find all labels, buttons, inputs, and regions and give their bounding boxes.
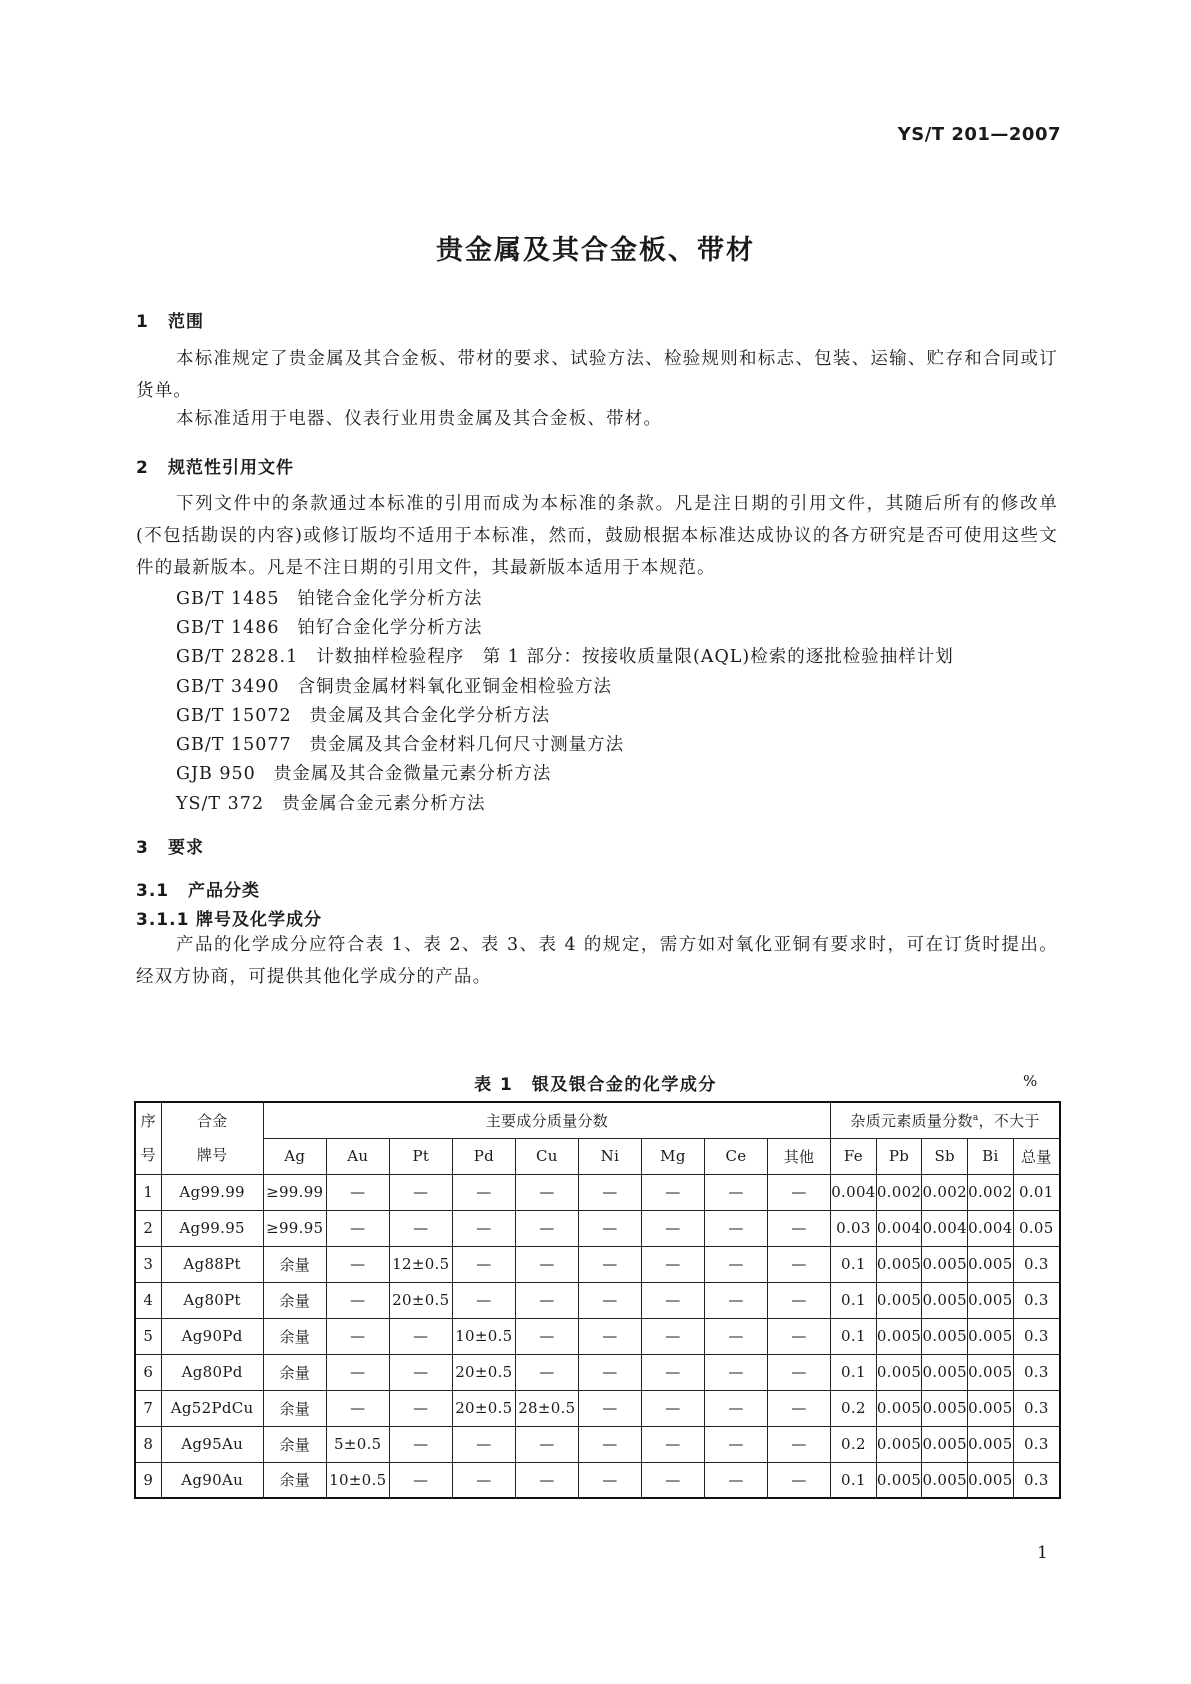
- table-row: [135, 1354, 1060, 1390]
- table-cell: 20±0.5: [452, 1390, 515, 1426]
- table-cell: 10±0.5: [452, 1318, 515, 1354]
- col-header: 总量: [1013, 1138, 1060, 1174]
- table-cell: 0.1: [831, 1354, 877, 1390]
- reference-title: 计数抽样检验程序 第 1 部分：按接收质量限(AQL)检索的逐批检验抽样计划: [316, 647, 954, 667]
- table-cell: —: [767, 1318, 830, 1354]
- table-cell: 28±0.5: [515, 1390, 578, 1426]
- table-cell: Ag99.99: [161, 1174, 263, 1210]
- table-cell: —: [389, 1318, 452, 1354]
- table-cell: —: [578, 1462, 641, 1498]
- header-alloy-line-1: 合金: [196, 1112, 228, 1131]
- table-cell: —: [578, 1210, 641, 1246]
- table-cell: —: [767, 1390, 830, 1426]
- table-cell: —: [641, 1462, 704, 1498]
- section-2-number: 2: [136, 458, 149, 478]
- table-cell: 5±0.5: [326, 1426, 389, 1462]
- standard-code: YS/T 201—2007: [897, 124, 1061, 145]
- table-cell: Ag80Pt: [161, 1282, 263, 1318]
- col-header: Au: [326, 1138, 389, 1174]
- table-cell: 0.002: [968, 1174, 1014, 1210]
- table-cell: —: [704, 1174, 767, 1210]
- section-1-heading: [136, 307, 204, 332]
- table-cell: 0.3: [1013, 1354, 1060, 1390]
- col-header: Sb: [922, 1138, 968, 1174]
- table-row: [135, 1246, 1060, 1282]
- table-cell: Ag90Au: [161, 1462, 263, 1498]
- table-row: [135, 1318, 1060, 1354]
- table-cell: —: [389, 1462, 452, 1498]
- table-cell: —: [704, 1462, 767, 1498]
- table-cell: —: [578, 1354, 641, 1390]
- table-cell: —: [389, 1354, 452, 1390]
- table-cell: Ag99.95: [161, 1210, 263, 1246]
- col-header: 其他: [767, 1138, 830, 1174]
- table-cell: —: [704, 1246, 767, 1282]
- col-header: Ce: [704, 1138, 767, 1174]
- table-cell: 0.005: [968, 1390, 1014, 1426]
- table-cell: —: [704, 1318, 767, 1354]
- table-cell: —: [578, 1426, 641, 1462]
- table-cell: 20±0.5: [389, 1282, 452, 1318]
- table-cell: 0.005: [968, 1282, 1014, 1318]
- table-cell: 0.005: [876, 1426, 922, 1462]
- col-header: Fe: [831, 1138, 877, 1174]
- table-cell: —: [641, 1174, 704, 1210]
- section-1-title: 范围: [168, 312, 204, 332]
- table-cell: 0.1: [831, 1282, 877, 1318]
- table-cell: 0.004: [922, 1210, 968, 1246]
- table-cell: 0.03: [831, 1210, 877, 1246]
- reference-title: 含铜贵金属材料氧化亚铜金相检验方法: [297, 677, 613, 697]
- table-cell: —: [515, 1210, 578, 1246]
- table-cell: —: [515, 1318, 578, 1354]
- table-cell: 0.005: [922, 1390, 968, 1426]
- section-3-1-number: 3.1: [136, 881, 170, 901]
- table-1-unit: %: [1023, 1072, 1038, 1090]
- col-header: Ag: [263, 1138, 326, 1174]
- col-header: Mg: [641, 1138, 704, 1174]
- table-cell: 余量: [263, 1426, 326, 1462]
- table-cell: 余量: [263, 1282, 326, 1318]
- section-1-paragraph-2: 本标准适用于电器、仪表行业用贵金属及其合金板、带材。: [176, 409, 663, 429]
- reference-code: GB/T 3490: [176, 677, 280, 697]
- table-cell: —: [389, 1210, 452, 1246]
- table-cell: 1: [135, 1174, 161, 1210]
- table-cell: —: [767, 1282, 830, 1318]
- table-cell: 0.005: [968, 1426, 1014, 1462]
- reference-item: [176, 643, 954, 668]
- table-cell: Ag95Au: [161, 1426, 263, 1462]
- table-cell: —: [452, 1426, 515, 1462]
- table-row: [135, 1426, 1060, 1462]
- header-seq-line-2: 号: [140, 1146, 156, 1165]
- reference-title: 贵金属及其合金化学分析方法: [309, 706, 551, 726]
- table-row: [135, 1390, 1060, 1426]
- table-cell: Ag88Pt: [161, 1246, 263, 1282]
- table-row: [135, 1462, 1060, 1498]
- table-cell: 0.3: [1013, 1462, 1060, 1498]
- table-cell: —: [515, 1246, 578, 1282]
- table-cell: 2: [135, 1210, 161, 1246]
- table-cell: —: [452, 1282, 515, 1318]
- table-cell: Ag80Pd: [161, 1354, 263, 1390]
- table-cell: 0.3: [1013, 1426, 1060, 1462]
- table-cell: —: [515, 1174, 578, 1210]
- table-cell: —: [767, 1462, 830, 1498]
- table-cell: 0.3: [1013, 1282, 1060, 1318]
- table-cell: —: [389, 1174, 452, 1210]
- table-row: [135, 1282, 1060, 1318]
- table-1-body: [135, 1174, 1060, 1498]
- table-cell: —: [641, 1390, 704, 1426]
- page-number: 1: [1037, 1543, 1048, 1563]
- reference-item: [176, 585, 483, 610]
- table-cell: Ag90Pd: [161, 1318, 263, 1354]
- table-cell: 9: [135, 1462, 161, 1498]
- header-impurities: [831, 1102, 1060, 1138]
- table-cell: —: [641, 1354, 704, 1390]
- table-cell: —: [704, 1282, 767, 1318]
- reference-title: 贵金属及其合金材料几何尺寸测量方法: [309, 735, 625, 755]
- table-cell: —: [515, 1354, 578, 1390]
- table-cell: —: [704, 1354, 767, 1390]
- table-cell: —: [767, 1174, 830, 1210]
- table-cell: 0.005: [922, 1318, 968, 1354]
- header-impurities-suffix: ，不大于: [978, 1111, 1040, 1130]
- table-cell: 余量: [263, 1390, 326, 1426]
- table-cell: —: [767, 1354, 830, 1390]
- table-cell: 0.005: [922, 1462, 968, 1498]
- table-cell: 0.004: [831, 1174, 877, 1210]
- table-cell: —: [767, 1426, 830, 1462]
- table-cell: 0.005: [968, 1246, 1014, 1282]
- table-cell: 7: [135, 1390, 161, 1426]
- reference-item: [176, 731, 624, 756]
- table-cell: 0.2: [831, 1426, 877, 1462]
- table-cell: —: [578, 1174, 641, 1210]
- section-3-1-title: 产品分类: [188, 881, 260, 901]
- table-cell: 0.005: [922, 1246, 968, 1282]
- header-seq: [135, 1102, 161, 1174]
- table-row: [135, 1174, 1060, 1210]
- table-cell: 0.002: [876, 1174, 922, 1210]
- table-cell: 0.005: [968, 1354, 1014, 1390]
- table-cell: —: [704, 1426, 767, 1462]
- reference-code: YS/T 372: [176, 794, 265, 814]
- table-cell: 3: [135, 1246, 161, 1282]
- table-cell: —: [578, 1318, 641, 1354]
- table-cell: 0.1: [831, 1318, 877, 1354]
- table-cell: 0.004: [876, 1210, 922, 1246]
- header-main-components: 主要成分质量分数: [263, 1102, 830, 1138]
- table-cell: —: [578, 1246, 641, 1282]
- table-cell: —: [641, 1426, 704, 1462]
- reference-title: 贵金属合金元素分析方法: [282, 794, 486, 814]
- table-cell: 8: [135, 1426, 161, 1462]
- table-cell: —: [326, 1282, 389, 1318]
- header-impurities-text: 杂质元素质量分数: [850, 1111, 973, 1130]
- document-title: 贵金属及其合金板、带材: [436, 235, 755, 266]
- table-cell: ≥99.95: [263, 1210, 326, 1246]
- table-cell: —: [389, 1390, 452, 1426]
- reference-item: [176, 614, 483, 639]
- reference-code: GJB 950: [176, 764, 256, 784]
- table-cell: 0.005: [922, 1354, 968, 1390]
- table-cell: 4: [135, 1282, 161, 1318]
- table-cell: —: [326, 1354, 389, 1390]
- table-cell: 0.005: [968, 1462, 1014, 1498]
- section-1-paragraph-1: 本标准规定了贵金属及其合金板、带材的要求、试验方法、检验规则和标志、包装、运输、贮存和合同或订货单。: [136, 349, 1058, 401]
- table-cell: 0.3: [1013, 1246, 1060, 1282]
- table-cell: Ag52PdCu: [161, 1390, 263, 1426]
- table-row: [135, 1210, 1060, 1246]
- table-cell: 12±0.5: [389, 1246, 452, 1282]
- table-cell: 0.005: [968, 1318, 1014, 1354]
- col-header: Ni: [578, 1138, 641, 1174]
- reference-item: [176, 790, 486, 815]
- col-header: Cu: [515, 1138, 578, 1174]
- section-3-title: 要求: [168, 838, 204, 858]
- table-cell: —: [515, 1462, 578, 1498]
- table-cell: 0.005: [922, 1426, 968, 1462]
- reference-item: [176, 760, 551, 785]
- table-cell: 0.004: [968, 1210, 1014, 1246]
- table-cell: 余量: [263, 1246, 326, 1282]
- table-cell: —: [578, 1390, 641, 1426]
- table-cell: —: [452, 1174, 515, 1210]
- table-cell: 10±0.5: [326, 1462, 389, 1498]
- table-cell: ≥99.99: [263, 1174, 326, 1210]
- table-cell: 0.3: [1013, 1390, 1060, 1426]
- reference-code: GB/T 15072: [176, 706, 292, 726]
- reference-code: GB/T 15077: [176, 735, 292, 755]
- table-1-title: 表 1 银及银合金的化学成分: [474, 1075, 717, 1095]
- table-cell: 0.1: [831, 1246, 877, 1282]
- table-cell: 余量: [263, 1318, 326, 1354]
- col-header: Pd: [452, 1138, 515, 1174]
- table-cell: 0.005: [876, 1318, 922, 1354]
- section-2-paragraph-1: 下列文件中的条款通过本标准的引用而成为本标准的条款。凡是注日期的引用文件，其随后所有的修改单(不包括勘误的内容)或修订版均不适用于本标准，然而，鼓励根据本标准达成协议的各方研究是否可使用这些文件的最新版本。凡是不注日期的引用文件，其最新版本适用于本规范。: [136, 494, 1058, 578]
- table-cell: 0.2: [831, 1390, 877, 1426]
- table-1-chemical-composition: [134, 1101, 1061, 1499]
- col-header: Bi: [968, 1138, 1014, 1174]
- table-cell: 0.005: [876, 1282, 922, 1318]
- col-header: Pb: [876, 1138, 922, 1174]
- table-cell: —: [515, 1282, 578, 1318]
- table-cell: —: [704, 1210, 767, 1246]
- table-cell: 0.005: [876, 1462, 922, 1498]
- table-cell: —: [326, 1390, 389, 1426]
- table-cell: —: [389, 1426, 452, 1462]
- table-cell: 0.3: [1013, 1318, 1060, 1354]
- table-cell: —: [767, 1246, 830, 1282]
- section-3-1-1-heading: [136, 905, 322, 930]
- table-cell: —: [641, 1210, 704, 1246]
- reference-code: GB/T 1486: [176, 618, 280, 638]
- table-cell: 0.005: [876, 1390, 922, 1426]
- table-cell: —: [578, 1282, 641, 1318]
- table-cell: —: [641, 1282, 704, 1318]
- reference-code: GB/T 1485: [176, 589, 280, 609]
- reference-item: [176, 673, 612, 698]
- table-cell: —: [641, 1318, 704, 1354]
- table-cell: 余量: [263, 1462, 326, 1498]
- table-cell: 余量: [263, 1354, 326, 1390]
- table-cell: —: [641, 1246, 704, 1282]
- table-cell: 0.005: [876, 1246, 922, 1282]
- footnote-marker: a: [972, 1112, 979, 1123]
- section-3-number: 3: [136, 838, 149, 858]
- table-cell: 20±0.5: [452, 1354, 515, 1390]
- reference-title: 铂铑合金化学分析方法: [297, 589, 483, 609]
- section-3-1-1-number: 3.1.1: [136, 910, 190, 930]
- table-cell: —: [452, 1246, 515, 1282]
- table-cell: —: [452, 1210, 515, 1246]
- section-1-number: 1: [136, 312, 149, 332]
- table-cell: —: [767, 1210, 830, 1246]
- table-cell: 0.002: [922, 1174, 968, 1210]
- reference-title: 贵金属及其合金微量元素分析方法: [273, 764, 552, 784]
- table-cell: —: [452, 1462, 515, 1498]
- section-3-1-1-paragraph: 产品的化学成分应符合表 1、表 2、表 3、表 4 的规定，需方如对氧化亚铜有要求时，可在订货时提出。经双方协商，可提供其他化学成分的产品。: [136, 935, 1058, 987]
- header-seq-line-1: 序: [140, 1112, 156, 1131]
- table-cell: —: [515, 1426, 578, 1462]
- section-2-title: 规范性引用文件: [168, 458, 294, 478]
- table-cell: —: [326, 1318, 389, 1354]
- reference-code: GB/T 2828.1: [176, 647, 299, 667]
- reference-item: [176, 702, 550, 727]
- table-cell: —: [326, 1246, 389, 1282]
- table-cell: —: [326, 1174, 389, 1210]
- col-header: Pt: [389, 1138, 452, 1174]
- table-cell: 0.1: [831, 1462, 877, 1498]
- section-3-1-1-title: 牌号及化学成分: [196, 910, 322, 930]
- table-cell: 5: [135, 1318, 161, 1354]
- reference-title: 铂钌合金化学分析方法: [297, 618, 483, 638]
- table-cell: 0.005: [922, 1282, 968, 1318]
- table-cell: —: [704, 1390, 767, 1426]
- section-3-1-heading: [136, 876, 260, 901]
- table-cell: 0.01: [1013, 1174, 1060, 1210]
- section-3-heading: [136, 833, 204, 858]
- table-cell: 0.05: [1013, 1210, 1060, 1246]
- table-cell: 0.005: [876, 1354, 922, 1390]
- table-cell: 6: [135, 1354, 161, 1390]
- header-alloy-line-2: 牌号: [196, 1146, 228, 1165]
- table-cell: —: [326, 1210, 389, 1246]
- section-2-heading: [136, 453, 294, 478]
- header-alloy: [161, 1102, 263, 1174]
